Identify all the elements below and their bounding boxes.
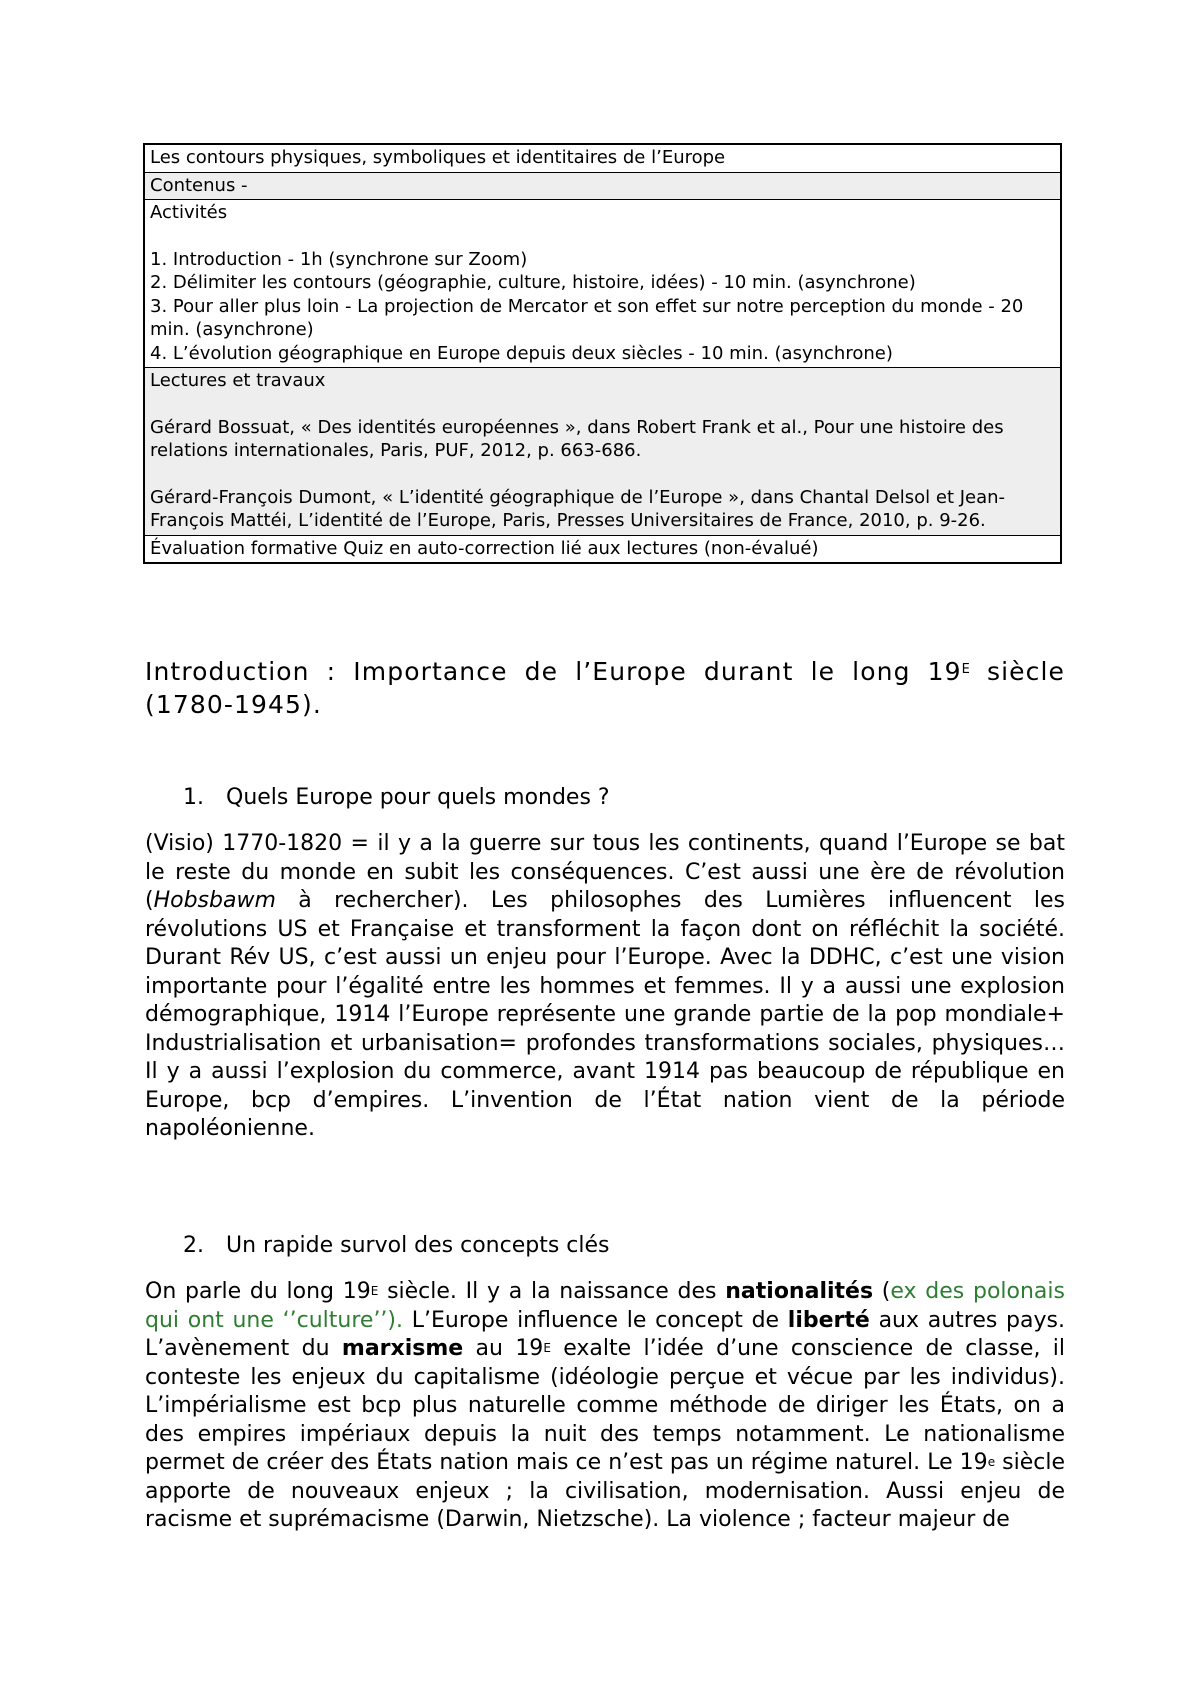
section-number: 2. [183,1233,204,1258]
reading-item [150,486,1055,533]
table-row-contents [145,173,1060,201]
table-contents: Contenus - [150,174,248,196]
reading-author: Gérard-François Dumont, [150,486,383,508]
course-info-table [143,143,1062,564]
heading-text: siècle (1780-1945). [145,657,1065,719]
paragraph-text: aux autres pays. L’avènement du [145,1307,1065,1361]
paragraph-text: à rechercher). Les philosophes des Lumières influencent les révolutions US et Française et transforment la façon dont on réfléchit la société. Durant Rév US, c’est aussi un enjeu pour l’Europe. Avec la DDHC, c’est une vision importante pour l’égalité entre les hommes et femmes. Il y a aussi une explosion démographique, 1914 l’Europe représente une grande partie de la pop mondiale+ Industrialisation et urbanisation= profondes transformations sociales, physiques… Il y a aussi l’explosion du commerce, avant 1914 pas beaucoup de république en Europe, bcp d’empires. L’invention de l’État nation vient de la période napoléonienne. [145,888,1065,1141]
main-heading [145,655,1065,721]
paragraph-bold: marxisme [341,1336,464,1361]
paragraph-sup: E [370,1284,379,1298]
table-row-title [145,145,1060,173]
table-row-readings [145,368,1060,536]
paragraph-text: L’Europe influence le concept de [403,1307,788,1333]
paragraph-bold: nationalités [725,1279,874,1304]
reading-title: « Des identités européennes » [300,416,576,438]
paragraph-text: ( [873,1279,891,1304]
paragraph-text: siècle. Il y a la naissance des [378,1279,726,1304]
section-title: Quels Europe pour quels mondes ? [226,785,610,810]
heading-text: Introduction : Importance de l’Europe durant le long 19 [145,657,962,686]
paragraph-italic: Hobsbawm [153,888,276,913]
paragraph-text: exalte l’idée d’une conscience de classe, il conteste les enjeux du capitalisme (idéologie perçue et vécue par les individus). L’impérialisme est bcp plus naturelle comme méthode de diriger les États, on a des empires impériaux depuis la nuit des temps notamment. Le nationalisme permet de créer des États nation mais ce n’est pas un régime naturel. Le 19 [145,1336,1066,1475]
paragraph-sup: e [987,1455,996,1469]
heading-sup: E [961,662,970,677]
table-row-evaluation [145,536,1060,563]
paragraph-sup: E [543,1341,551,1355]
paragraph-bold: liberté [787,1307,870,1333]
reading-item [150,416,1055,463]
section-1-heading [183,784,610,812]
evaluation-text: Évaluation formative Quiz en auto-correction lié aux lectures (non-évalué) [150,537,819,559]
table-title: Les contours physiques, symboliques et identitaires de l’Europe [150,147,726,168]
section-number: 1. [183,785,204,810]
paragraph-text: On parle du long 19 [145,1279,371,1304]
table-row-activities [145,200,1060,368]
section-2-paragraph [145,1278,1065,1535]
paragraph-text: (Visio) 1770-1820 = il y a la guerre sur tous les continents, quand l’Europe se bat le reste du monde en subit les conséquences. C’est aussi une ère de révolution ( [145,831,1065,913]
activity-item: 1. Introduction - 1h (synchrone sur Zoom) [150,248,528,270]
activity-item: 2. Délimiter les contours (géographie, culture, histoire, idées) - 10 min. (asynchrone) [150,272,916,293]
activity-item: 4. L’évolution géographique en Europe depuis deux siècles - 10 min. (asynchrone) [150,342,893,364]
section-1-paragraph [145,830,1065,1144]
paragraph-green: ex des polonais qui ont une ‘’culture’’). [145,1279,1065,1333]
section-title: Un rapide survol des concepts clés [226,1233,610,1258]
paragraph-text: siècle apporte de nouveaux enjeux ; la civilisation, modernisation. Aussi enjeu de racisme et suprémacisme (Darwin, Nietzsche). La violence ; facteur majeur de [145,1450,1065,1532]
activities-heading: Activités [150,202,228,223]
paragraph-text: au 19 [463,1336,544,1361]
readings-heading: Lectures et travaux [150,370,326,391]
reading-source: , dans Chantal Delsol et Jean-François Mattéi, L’identité de l’Europe, Paris, Presses Universitaires de France, 2010, p. 9-26. [150,486,1006,531]
reading-title: « L’identité géographique de l’Europe » [382,486,740,508]
section-2-heading [183,1232,610,1260]
activity-item: 3. Pour aller plus loin - La projection de Mercator et son effet sur notre perception du monde - 20 min. (asynchrone) [150,295,1024,340]
reading-author: Gérard Bossuat, [150,416,301,438]
reading-source: , dans Robert Frank et al., Pour une histoire des relations internationales, Paris, PUF, 2012, p. 663-686. [150,416,1004,461]
